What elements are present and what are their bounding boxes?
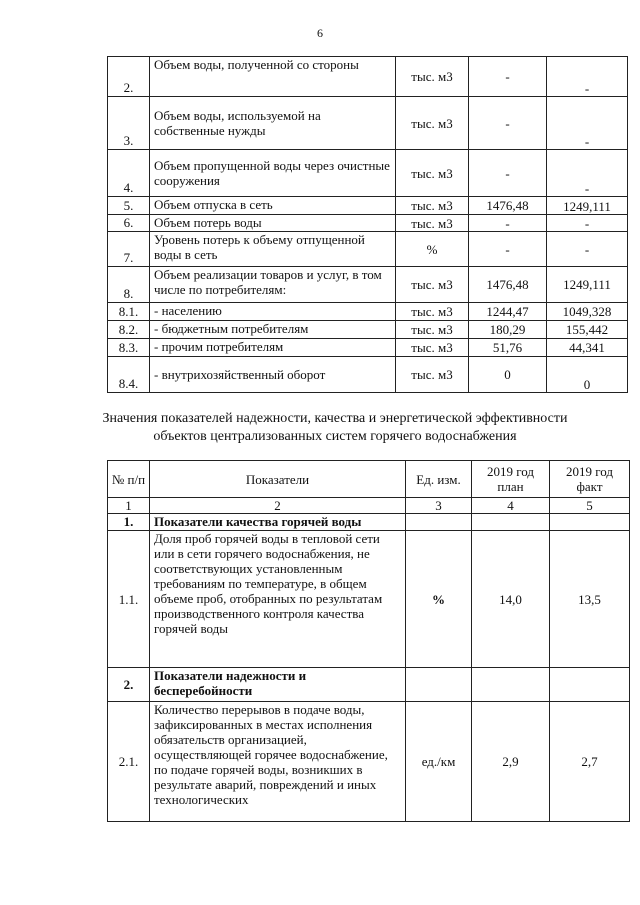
row-name: Доля проб горячей воды в тепловой сети или в сети горячего водоснабжения, не соответствующих установленным требованиям по температуре, в общем объеме проб, отобранных по результатам производственного контроля качества горячей воды (150, 531, 406, 668)
empty-cell (406, 514, 472, 531)
empty-cell (406, 668, 472, 702)
row-unit: тыс. м3 (396, 339, 469, 357)
index-cell: 2 (150, 498, 406, 514)
table-row (108, 150, 628, 197)
row-unit: тыс. м3 (396, 57, 469, 97)
header-row (108, 461, 630, 498)
row-unit: тыс. м3 (396, 150, 469, 197)
section-title: Показатели надежности и бесперебойности (150, 668, 406, 702)
section-title: Показатели качества горячей воды (150, 514, 406, 531)
row-name: Количество перерывов в подаче воды, зафиксированных в местах исполнения обязательств организацией, осуществляющей горячее водоснабжение, по подаче горячей воды, возникших в результате аварий, повреждений и иных технологических (150, 702, 406, 822)
table-row (108, 321, 628, 339)
row-name: Объем отпуска в сеть (150, 197, 396, 215)
hot-water-indicators-table (107, 460, 630, 822)
row-value-plan: 1244,47 (469, 303, 547, 321)
index-row (108, 498, 630, 514)
index-cell: 1 (108, 498, 150, 514)
row-value-plan: - (469, 97, 547, 150)
row-value-plan: 1476,48 (469, 197, 547, 215)
row-name: Объем реализации товаров и услуг, в том числе по потребителям: (150, 267, 396, 303)
row-value-plan: - (469, 57, 547, 97)
row-name: - населению (150, 303, 396, 321)
row-value-fact: - (547, 215, 628, 232)
table-row (108, 267, 628, 303)
row-value-plan: 51,76 (469, 339, 547, 357)
row-value-fact: 1049,328 (547, 303, 628, 321)
row-name: Объем пропущенной воды через очистные сооружения (150, 150, 396, 197)
row-value-plan: - (469, 150, 547, 197)
row-number: 5. (108, 197, 150, 215)
row-unit: тыс. м3 (396, 303, 469, 321)
row-value-fact: 2,7 (550, 702, 630, 822)
row-name: Объем воды, используемой на собственные нужды (150, 97, 396, 150)
row-value-fact: 1249,111 (547, 267, 628, 303)
row-number: 7. (108, 232, 150, 267)
row-unit: % (396, 232, 469, 267)
row-number: 8.2. (108, 321, 150, 339)
row-name: Уровень потерь к объему отпущенной воды в сеть (150, 232, 396, 267)
row-value-fact: 44,341 (547, 339, 628, 357)
row-value-plan: 2,9 (472, 702, 550, 822)
header-name: Показатели (150, 461, 406, 498)
table-row (108, 531, 630, 668)
header-plan: 2019 год план (472, 461, 550, 498)
row-unit: тыс. м3 (396, 267, 469, 303)
table-row (108, 303, 628, 321)
row-unit: тыс. м3 (396, 215, 469, 232)
row-value-fact: - (547, 97, 628, 150)
section-row (108, 668, 630, 702)
empty-cell (550, 514, 630, 531)
row-name: Объем воды, полученной со стороны (150, 57, 396, 97)
row-number: 2.1. (108, 702, 150, 822)
row-value-fact: 155,442 (547, 321, 628, 339)
row-number: 8.1. (108, 303, 150, 321)
row-number: 4. (108, 150, 150, 197)
row-number: 6. (108, 215, 150, 232)
index-cell: 5 (550, 498, 630, 514)
table-row (108, 57, 628, 97)
row-value-plan: - (469, 215, 547, 232)
header-num: № п/п (108, 461, 150, 498)
row-unit: % (406, 531, 472, 668)
table-row (108, 702, 630, 822)
row-unit: тыс. м3 (396, 197, 469, 215)
row-number: 8.4. (108, 357, 150, 393)
empty-cell (472, 514, 550, 531)
row-value-fact: - (547, 57, 628, 97)
row-value-plan: 180,29 (469, 321, 547, 339)
page-number: 6 (317, 26, 323, 40)
table-row (108, 97, 628, 150)
row-name: - бюджетным потребителям (150, 321, 396, 339)
index-cell: 4 (472, 498, 550, 514)
row-number: 3. (108, 97, 150, 150)
empty-cell (472, 668, 550, 702)
row-value-plan: 0 (469, 357, 547, 393)
row-name: Объем потерь воды (150, 215, 396, 232)
row-value-plan: 1476,48 (469, 267, 547, 303)
row-value-fact: - (547, 232, 628, 267)
empty-cell (550, 668, 630, 702)
section-heading: Значения показателей надежности, качества и энергетической эффективности объектов централизованных систем горячего водоснабжения (102, 411, 568, 444)
row-unit: тыс. м3 (396, 321, 469, 339)
row-value-fact: 1249,111 (547, 197, 628, 215)
row-value-fact: 0 (547, 357, 628, 393)
table-row (108, 215, 628, 232)
row-value-fact: 13,5 (550, 531, 630, 668)
section-row (108, 514, 630, 531)
row-number: 8. (108, 267, 150, 303)
header-fact: 2019 год факт (550, 461, 630, 498)
row-unit: тыс. м3 (396, 357, 469, 393)
index-cell: 3 (406, 498, 472, 514)
row-number: 8.3. (108, 339, 150, 357)
row-value-plan: - (469, 232, 547, 267)
row-number: 2. (108, 57, 150, 97)
section-num: 1. (108, 514, 150, 531)
row-number: 1.1. (108, 531, 150, 668)
row-name: - внутрихозяйственный оборот (150, 357, 396, 393)
table-row (108, 357, 628, 393)
table-row (108, 197, 628, 215)
row-name: - прочим потребителям (150, 339, 396, 357)
row-unit: ед./км (406, 702, 472, 822)
section-num: 2. (108, 668, 150, 702)
header-unit: Ед. изм. (406, 461, 472, 498)
row-unit: тыс. м3 (396, 97, 469, 150)
table-row (108, 232, 628, 267)
table-row (108, 339, 628, 357)
row-value-fact: - (547, 150, 628, 197)
water-volume-table (107, 56, 628, 393)
row-value-plan: 14,0 (472, 531, 550, 668)
